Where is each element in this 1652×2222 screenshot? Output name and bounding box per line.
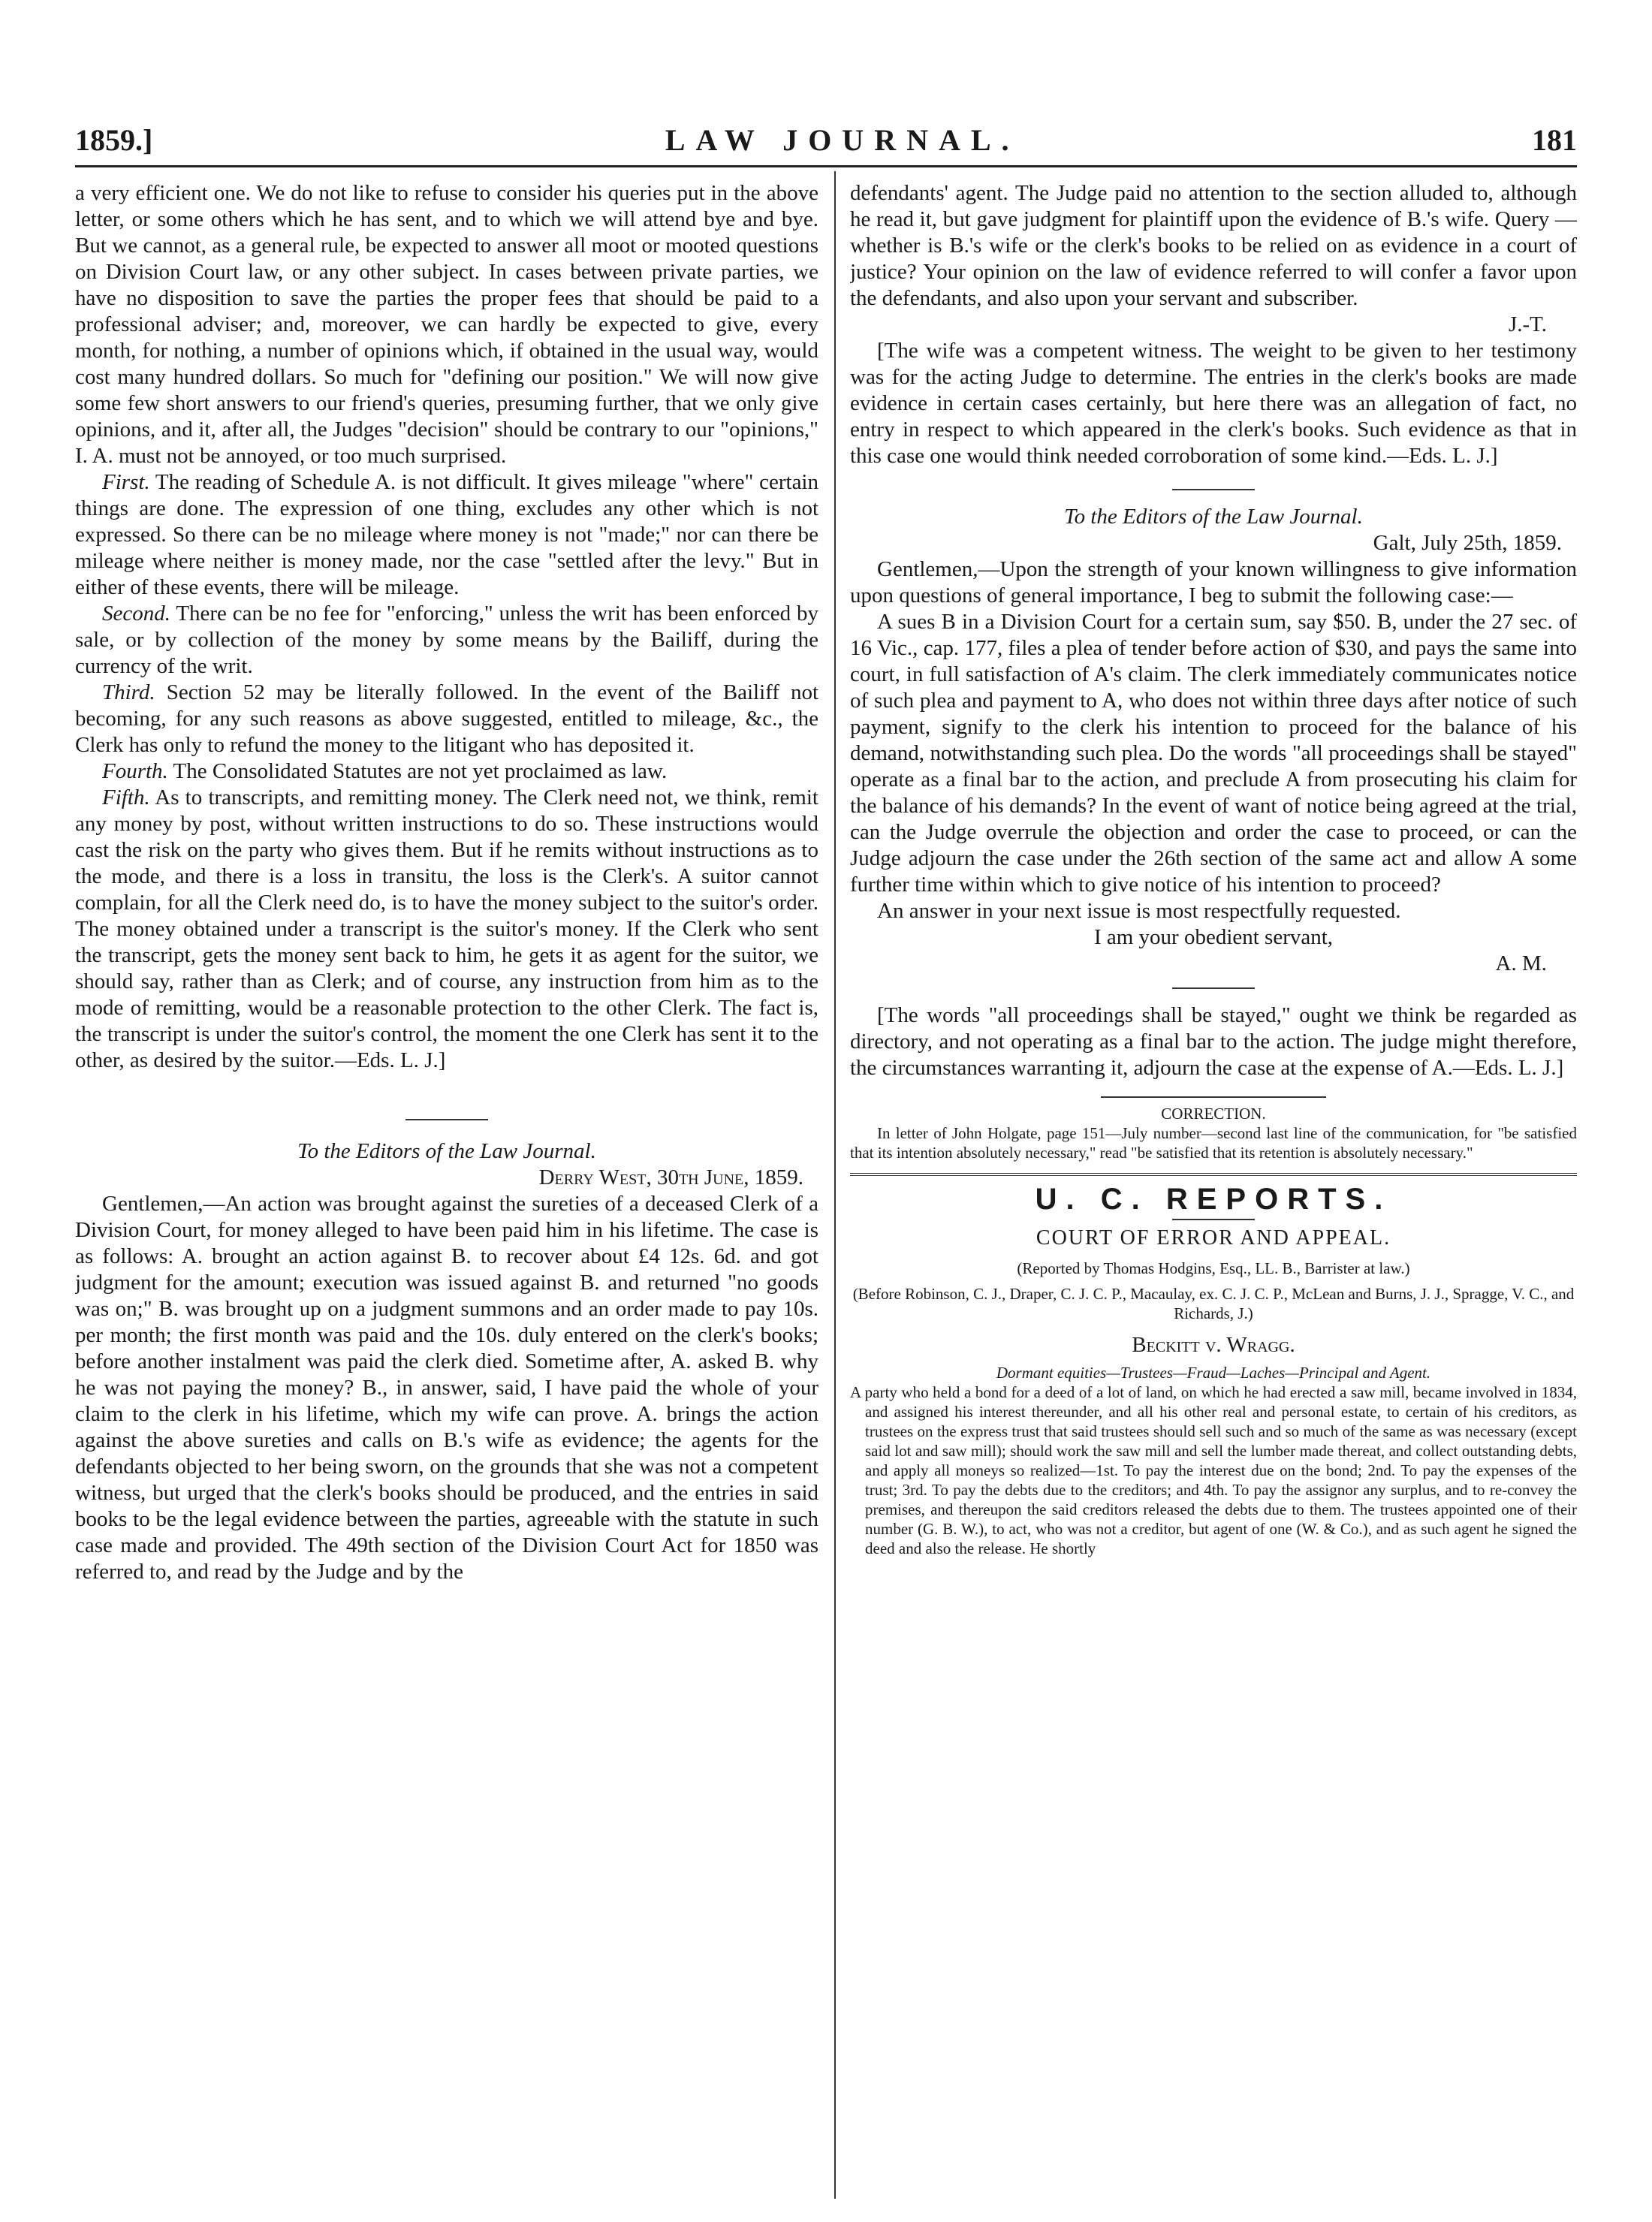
header-title: LAW JOURNAL. <box>665 123 1020 157</box>
headnote-title: Dormant equities—Trustees—Fraud—Laches—Principal and Agent. <box>996 1364 1431 1382</box>
letter-signature: A. M. <box>1495 951 1547 975</box>
editor-reply: [The words "all proceedings shall be stayed," ought we think be regarded as directory, and not operating as a final bar to the action. The judge might therefore, the circumstances warranting it, adjourn the case at the expense of A.—Eds. L. J.] <box>850 1003 1577 1080</box>
journal-page <box>75 113 1577 2200</box>
paragraph <box>75 601 818 680</box>
item-label: First. <box>102 470 150 494</box>
section-rule <box>405 1119 488 1120</box>
item-text: The reading of Schedule A. is not difficult. It gives mileage "where" certain things are done. The expression of one thing, excludes any other which is not expressed. So there can be no mileage where money is not "made;" nor can there be mileage where neither is money made, nor the case "settled after the levy." But in either of these events, there will be mileage. <box>75 470 818 599</box>
reporter-note: (Reported by Thomas Hodgins, Esq., LL. B., Barrister at law.) <box>1017 1259 1410 1277</box>
reports-rule <box>850 1173 1577 1176</box>
letter-dateline: Derry West, 30th June, 1859. <box>538 1165 803 1189</box>
paragraph <box>75 785 818 1074</box>
letter-body: A sues B in a Division Court for a certain sum, say $50. B, under the 27 sec. of 16 Vic., cap. 177, files a plea of tender before action of $30, and pays the same into court, in full satisfaction of A's claim. The clerk immediately communicates notice of such plea and payment to A, who does not within three days after notice of such payment, signify to the clerk his intention to proceed for the balance of his demand, notwithstanding such plea. Do the words "all proceedings shall be stayed" operate as a final bar to the action, and preclude A from prosecuting his claim for the balance of his demands? In the event of want of notice being agreed at the trial, can the Judge overrule the objection and order the case to proceed, or can the Judge adjourn the case under the 26th section of the same act and allow A some further time within which to give notice of his intention to proceed? <box>850 610 1577 897</box>
letter-closing: I am your obedient servant, <box>1093 925 1334 949</box>
item-label: Fifth. <box>102 785 150 810</box>
court-title: COURT OF ERROR AND APPEAL. <box>1036 1226 1391 1250</box>
right-column <box>850 180 1577 1558</box>
paragraph: a very efficient one. We do not like to refuse to consider his queries put in the above letter, or some others which he has sent, and to which we will attend bye and bye. But we cannot, as a general rule, be expected to answer all moot or mooted questions on Division Court law, or any other subject. In cases between private parties, we have no disposition to save the parties the proper fees that should be paid to a professional adviser; and, moreover, we can hardly be expected to give, every month, for nothing, a number of opinions which, if obtained in the usual way, would cost many hundred dollars. So much for "defining our position." We will now give some few short answers to our friend's queries, presuming further, that we only give opinions, and it, after all, the Judges "decision" should be contrary to our "opinions," I. A. must not be annoyed, or too much surprised. <box>75 181 818 468</box>
editor-reply: [The wife was a competent witness. The weight to be given to her testimony was for the acting Judge to determine. The entries in the clerk's books are made evidence in certain cases certainly, but here there was an allegation of fact, no entry in respect to which appeared in the clerk's books. Such evidence as that in this case one would think needed corroboration of some kind.—Eds. L. J.] <box>850 339 1577 468</box>
letter-salutation-heading: To the Editors of the Law Journal. <box>297 1139 596 1163</box>
item-label: Third. <box>102 680 155 704</box>
paragraph <box>75 469 818 601</box>
letter-body: Gentlemen,—An action was brought against the sureties of a deceased Clerk of a Division Court, for money alleged to have been paid him in his lifetime. The case is as follows: A. brought an action against B. to recover about £4 12s. 6d. and got judgment for the amount; execution was issued against B. and returned "no goods was on;" B. was brought up on a judgment summons and an order made to pay 10s. per month; the first month was paid and the 10s. duly entered on the clerk's books; before another instalment was paid the clerk died. Sometime after, A. asked B. why he was not paying the money? B., in answer, said, I have paid the whole of your claim to the clerk in his lifetime, which my wife can prove. A. brings the action against the above sureties and calls on B.'s wife as evidence; the agents for the defendants objected to her being sworn, on the grounds that she was not a competent witness, but urged that the clerk's books should be produced, and the entries in said books to be the legal evidence between the parties, agreeable with the statute in such case made and provided. The 49th section of the Division Court Act for 1850 was referred to, and read by the Judge and by the <box>75 1192 818 1584</box>
correction-text: In letter of John Holgate, page 151—July number—second last line of the communication, for "be satisfied that its intention absolutely necessary," read "be satisfied that its retention is absolutely necessary." <box>850 1124 1577 1162</box>
running-header <box>75 113 1577 158</box>
paragraph <box>75 758 818 785</box>
correction-title: CORRECTION. <box>1161 1105 1266 1123</box>
item-label: Second. <box>102 601 170 626</box>
header-rule <box>75 165 1577 167</box>
item-text: The Consolidated Statutes are not yet proclaimed as law. <box>173 759 668 783</box>
section-rule <box>1172 987 1255 989</box>
letter-dateline: Galt, July 25th, 1859. <box>1373 531 1562 555</box>
section-rule <box>1172 489 1255 490</box>
paragraph <box>75 680 818 758</box>
column-divider <box>834 171 836 2199</box>
letter-body: An answer in your next issue is most respectfully requested. <box>877 899 1401 923</box>
letter-body: Gentlemen,—Upon the strength of your known willingness to give information upon questions of general importance, I beg to submit the following case:— <box>850 557 1577 608</box>
header-date: 1859.] <box>75 123 153 157</box>
headnote-text: A party who held a bond for a deed of a lot of land, on which he had erected a saw mill, became involved in 1834, and assigned his interest thereunder, and all his other real and personal estate, to certain of his creditors, as trustees on the express trust that said trustees should sell such and so much of the same as was necessary (except said lot and saw mill); should work the saw mill and sell the lumber made thereat, and collect outstanding debts, and apply all moneys so realized—1st. To pay the interest due on the bond; 2nd. To pay the expenses of the trust; 3rd. To pay the debts due to the creditors; and 4th. To pay the assignor any surplus, and to re-convey the premises, and thereupon the said creditors released the debts due to them. The trustees appointed one of their number (G. B. W.), to act, who was not a creditor, but agent of one (W. & Co.), and as such agent he signed the deed and also the release. He shortly <box>850 1383 1577 1557</box>
item-text: As to transcripts, and remitting money. The Clerk need not, we think, remit any money by post, without written instructions to do so. These instructions would cast the risk on the party who gives them. But if he remits without instructions as to the mode, and there is a loss in transitu, the loss is the Clerk's. A suitor cannot complain, for all the Clerk need do, is to have the money subject to the suitor's order. The money obtained under a transcript is the suitor's money. If the Clerk who sent the transcript, gets the money sent back to him, he gets it as agent for the suitor, we should say, rather than as Clerk; and of course, any instruction from him as to the mode of remitting, would be a reasonable protection to the other Clerk. The fact is, the transcript is under the suitor's control, the moment the one Clerk has sent it to the other, as desired by the suitor.—Eds. L. J.] <box>75 785 818 1072</box>
item-text: Section 52 may be literally followed. In the event of the Bailiff not becoming, for any such reasons as above suggested, entitled to mileage, &c., the Clerk has only to refund the money to the litigant who has deposited it. <box>75 680 818 757</box>
item-text: There can be no fee for "enforcing," unless the writ has been enforced by sale, or by collection of the money by some means by the Bailiff, during the currency of the writ. <box>75 601 818 678</box>
letter-signature: J.-T. <box>1508 312 1547 336</box>
reports-title: U. C. REPORTS. <box>1035 1183 1392 1216</box>
page-number: 181 <box>1531 123 1577 157</box>
bench-note: (Before Robinson, C. J., Draper, C. J. C. P., Macaulay, ex. C. J. C. P., McLean and Burns, J. J., Spragge, V. C., and Richards, J.) <box>852 1285 1575 1322</box>
letter-salutation-heading: To the Editors of the Law Journal. <box>1064 505 1363 529</box>
case-name: Beckitt v. Wragg. <box>1132 1333 1295 1357</box>
paragraph: defendants' agent. The Judge paid no attention to the section alluded to, although he read it, but gave judgment for plaintiff upon the evidence of B.'s wife. Query —whether is B.'s wife or the clerk's books to be relied on as evidence in a court of justice? Your opinion on the law of evidence referred to will confer a favor upon the defendants, and also upon your servant and subscriber. <box>850 181 1577 310</box>
item-label: Fourth. <box>102 759 168 783</box>
section-rule <box>1101 1096 1326 1098</box>
left-column <box>75 180 818 1585</box>
section-rule <box>1172 1219 1255 1220</box>
